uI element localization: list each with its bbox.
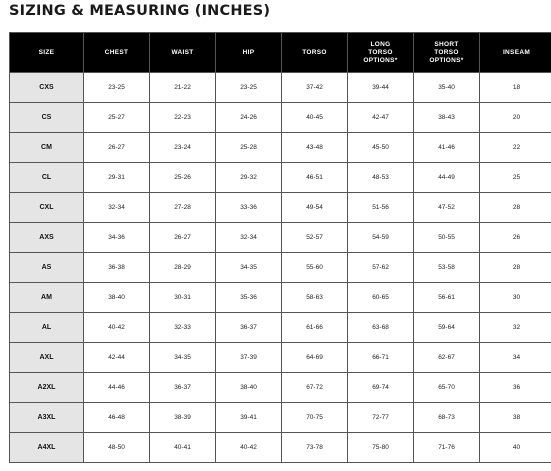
table-body [10, 73, 551, 463]
column-header-label: INSEAM [502, 48, 531, 56]
page-title: SIZING & MEASURING (INCHES) [9, 3, 271, 19]
measurement-cell: 27-28 [150, 193, 216, 223]
measurement-cell: 21-22 [150, 73, 216, 103]
measurement-cell: 25-27 [84, 103, 150, 133]
column-header [282, 33, 348, 73]
measurement-cell: 26-27 [150, 223, 216, 253]
column-header-label: WAIST [171, 48, 194, 56]
measurement-cell: 40-45 [282, 103, 348, 133]
measurement-cell: 58-63 [282, 283, 348, 313]
size-cell: AXL [10, 343, 84, 373]
measurement-cell: 70-75 [282, 403, 348, 433]
measurement-cell: 32-34 [216, 223, 282, 253]
measurement-cell: 66-71 [348, 343, 414, 373]
column-header [10, 33, 84, 73]
measurement-cell: 44-46 [84, 373, 150, 403]
table-row [10, 433, 551, 463]
measurement-cell: 36-38 [84, 253, 150, 283]
table-row [10, 283, 551, 313]
column-header-label: CHEST [104, 48, 129, 56]
header-row [10, 33, 551, 73]
measurement-cell: 29-32 [216, 163, 282, 193]
size-cell: CM [10, 133, 84, 163]
measurement-cell: 40-41 [150, 433, 216, 463]
measurement-cell: 25-28 [216, 133, 282, 163]
measurement-cell: 29-31 [84, 163, 150, 193]
measurement-cell: 23-25 [216, 73, 282, 103]
measurement-cell: 28-29 [150, 253, 216, 283]
column-header [84, 33, 150, 73]
measurement-cell: 62-67 [414, 343, 480, 373]
measurement-cell: 38-39 [150, 403, 216, 433]
measurement-cell: 49-54 [282, 193, 348, 223]
measurement-cell: 35-36 [216, 283, 282, 313]
measurement-cell: 67-72 [282, 373, 348, 403]
measurement-cell: 28 [480, 253, 551, 283]
table-row [10, 343, 551, 373]
measurement-cell: 50-55 [414, 223, 480, 253]
measurement-cell: 34 [480, 343, 551, 373]
measurement-cell: 54-59 [348, 223, 414, 253]
measurement-cell: 37-39 [216, 343, 282, 373]
measurement-cell: 18 [480, 73, 551, 103]
measurement-cell: 73-78 [282, 433, 348, 463]
measurement-cell: 38 [480, 403, 551, 433]
measurement-cell: 20 [480, 103, 551, 133]
measurement-cell: 22 [480, 133, 551, 163]
measurement-cell: 44-49 [414, 163, 480, 193]
measurement-cell: 51-56 [348, 193, 414, 223]
size-cell: A2XL [10, 373, 84, 403]
measurement-cell: 37-42 [282, 73, 348, 103]
column-header-label: SIZE [38, 48, 55, 56]
table-row [10, 253, 551, 283]
measurement-cell: 23-25 [84, 73, 150, 103]
measurement-cell: 42-47 [348, 103, 414, 133]
measurement-cell: 38-40 [84, 283, 150, 313]
measurement-cell: 34-35 [216, 253, 282, 283]
measurement-cell: 32-34 [84, 193, 150, 223]
measurement-cell: 61-66 [282, 313, 348, 343]
column-header-label: LONG [370, 40, 391, 48]
measurement-cell: 57-62 [348, 253, 414, 283]
table-row [10, 163, 551, 193]
size-cell: A4XL [10, 433, 84, 463]
column-header [216, 33, 282, 73]
measurement-cell: 34-36 [84, 223, 150, 253]
size-cell: AXS [10, 223, 84, 253]
measurement-cell: 64-69 [282, 343, 348, 373]
column-header-label: OPTIONS* [363, 56, 398, 64]
measurement-cell: 52-57 [282, 223, 348, 253]
size-cell: CL [10, 163, 84, 193]
measurement-cell: 39-44 [348, 73, 414, 103]
measurement-cell: 38-43 [414, 103, 480, 133]
table-row [10, 313, 551, 343]
table-row [10, 103, 551, 133]
column-header [414, 33, 480, 73]
size-cell: CXS [10, 73, 84, 103]
measurement-cell: 26-27 [84, 133, 150, 163]
measurement-cell: 48-53 [348, 163, 414, 193]
measurement-cell: 71-76 [414, 433, 480, 463]
size-cell: CS [10, 103, 84, 133]
measurement-cell: 59-64 [414, 313, 480, 343]
measurement-cell: 40-42 [84, 313, 150, 343]
measurement-cell: 40-42 [216, 433, 282, 463]
measurement-cell: 35-40 [414, 73, 480, 103]
column-header-label: TORSO [434, 48, 459, 56]
table-row [10, 223, 551, 253]
size-cell: A3XL [10, 403, 84, 433]
measurement-cell: 53-58 [414, 253, 480, 283]
measurement-cell: 69-74 [348, 373, 414, 403]
measurement-cell: 36-37 [216, 313, 282, 343]
measurement-cell: 36-37 [150, 373, 216, 403]
size-cell: CXL [10, 193, 84, 223]
measurement-cell: 42-44 [84, 343, 150, 373]
measurement-cell: 22-23 [150, 103, 216, 133]
measurement-cell: 32-33 [150, 313, 216, 343]
column-header-label: SHORT [434, 40, 459, 48]
column-header-label: HIP [242, 48, 255, 56]
measurement-cell: 34-35 [150, 343, 216, 373]
measurement-cell: 43-48 [282, 133, 348, 163]
measurement-cell: 38-40 [216, 373, 282, 403]
table-row [10, 133, 551, 163]
measurement-cell: 47-52 [414, 193, 480, 223]
measurement-cell: 46-48 [84, 403, 150, 433]
measurement-cell: 25 [480, 163, 551, 193]
size-cell: AM [10, 283, 84, 313]
size-cell: AL [10, 313, 84, 343]
table-row [10, 73, 551, 103]
size-cell: AS [10, 253, 84, 283]
measurement-cell: 39-41 [216, 403, 282, 433]
measurement-cell: 45-50 [348, 133, 414, 163]
sizing-table [9, 32, 551, 463]
measurement-cell: 65-70 [414, 373, 480, 403]
measurement-cell: 32 [480, 313, 551, 343]
table-row [10, 403, 551, 433]
table-row [10, 193, 551, 223]
measurement-cell: 30-31 [150, 283, 216, 313]
column-header-label: OPTIONS* [429, 56, 464, 64]
measurement-cell: 55-60 [282, 253, 348, 283]
measurement-cell: 36 [480, 373, 551, 403]
measurement-cell: 26 [480, 223, 551, 253]
measurement-cell: 40 [480, 433, 551, 463]
table-header [10, 33, 551, 73]
measurement-cell: 72-77 [348, 403, 414, 433]
measurement-cell: 56-61 [414, 283, 480, 313]
measurement-cell: 60-65 [348, 283, 414, 313]
measurement-cell: 23-24 [150, 133, 216, 163]
measurement-cell: 46-51 [282, 163, 348, 193]
table-row [10, 373, 551, 403]
measurement-cell: 41-46 [414, 133, 480, 163]
measurement-cell: 68-73 [414, 403, 480, 433]
measurement-cell: 30 [480, 283, 551, 313]
measurement-cell: 24-26 [216, 103, 282, 133]
column-header [150, 33, 216, 73]
measurement-cell: 63-68 [348, 313, 414, 343]
column-header-label: TORSO [368, 48, 393, 56]
measurement-cell: 33-36 [216, 193, 282, 223]
measurement-cell: 25-26 [150, 163, 216, 193]
measurement-cell: 75-80 [348, 433, 414, 463]
measurement-cell: 28 [480, 193, 551, 223]
measurement-cell: 48-50 [84, 433, 150, 463]
column-header [480, 33, 551, 73]
column-header-label: TORSO [302, 48, 327, 56]
column-header [348, 33, 414, 73]
